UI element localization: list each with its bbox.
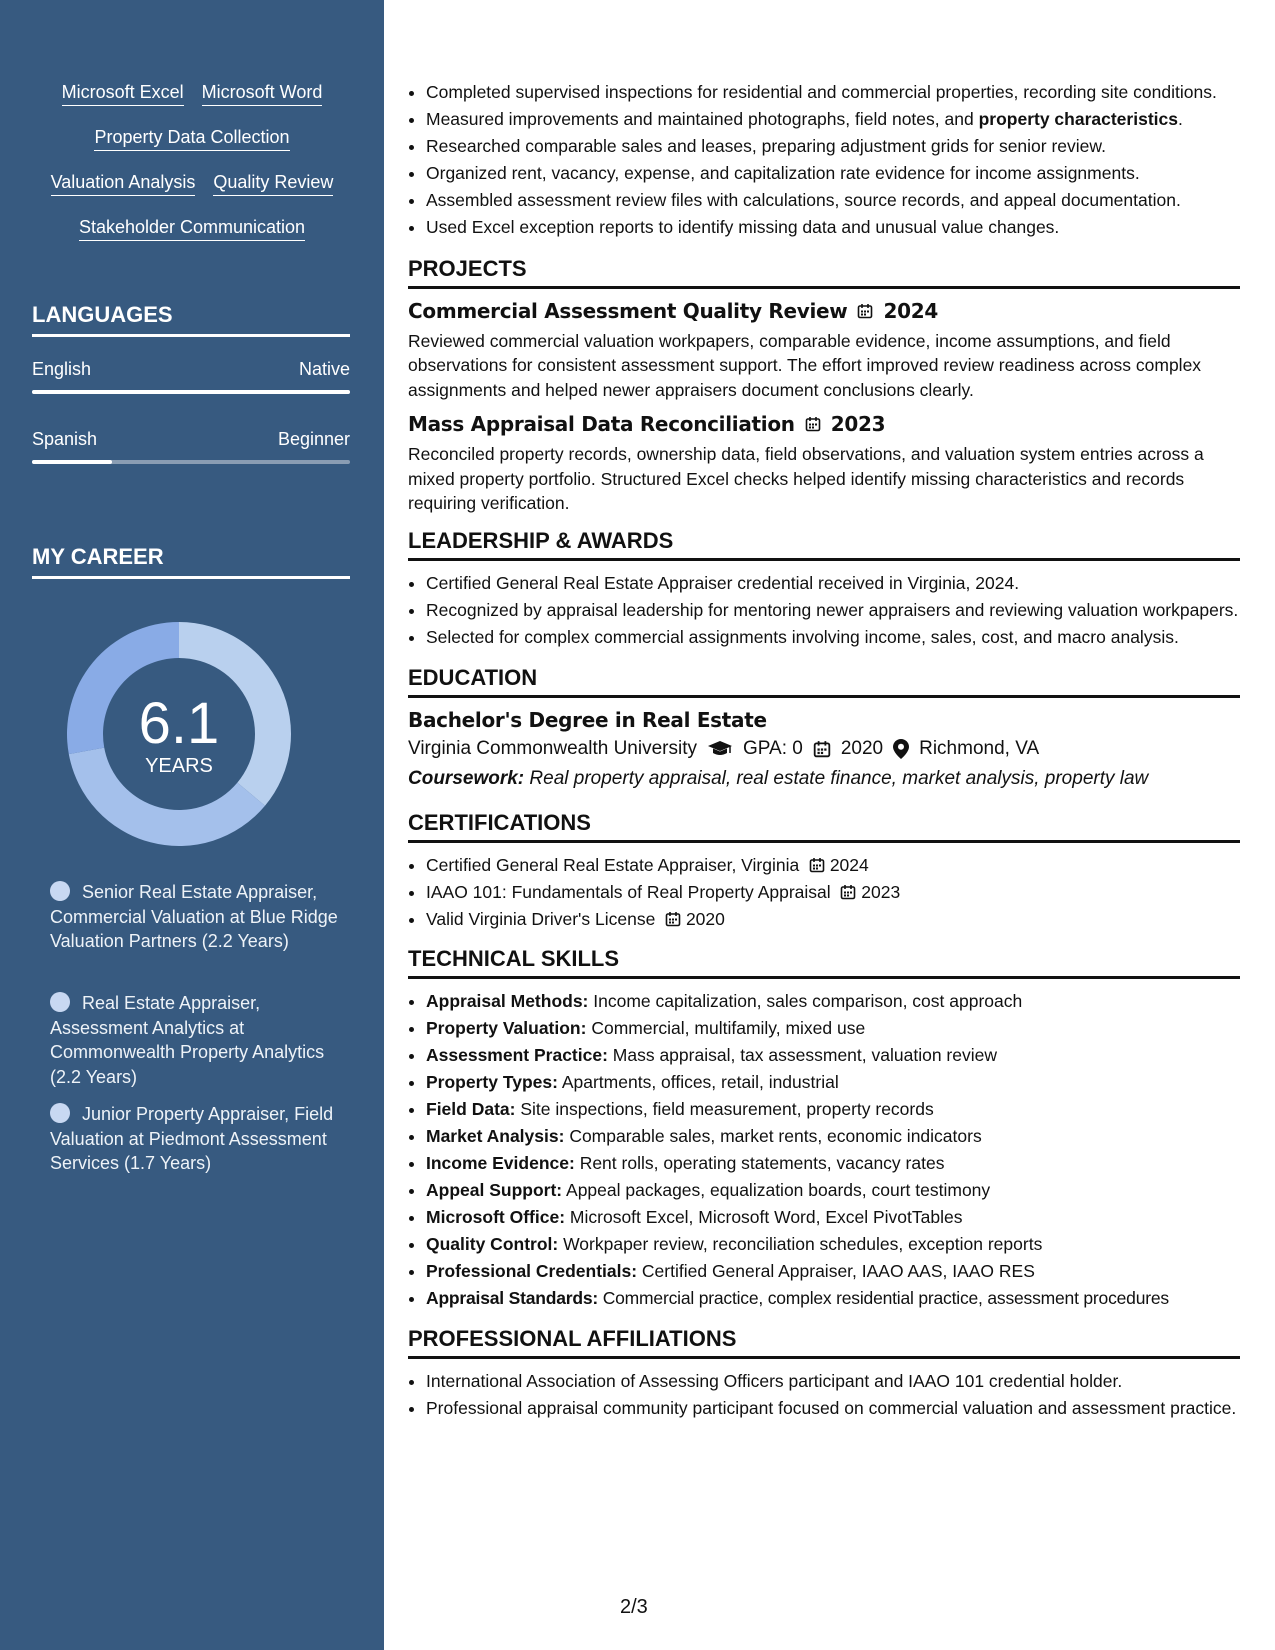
language-name: English: [32, 359, 92, 379]
career-item: Junior Property Appraiser, Field Valuation at Piedmont Assessment Services (1.7 Years): [50, 1104, 334, 1173]
list-item: • Microsoft Office: Microsoft Excel, Microsoft Word, Excel PivotTables: [426, 1205, 1240, 1230]
main-content: [408, 0, 1240, 1423]
list-item: • Recognized by appraisal leadership for mentoring newer appraisers and reviewing valuation workpapers.: [426, 598, 1240, 623]
list-item: • Certified General Real Estate Appraiser credential received in Virginia, 2024.: [426, 571, 1240, 596]
list-item: • Income Evidence: Rent rolls, operating statements, vacancy rates: [426, 1151, 1240, 1176]
list-item: • Assessment Practice: Mass appraisal, tax assessment, valuation review: [426, 1043, 1240, 1068]
language-level: Beginner: [277, 429, 350, 449]
list-item: • International Association of Assessing Officers participant and IAAO 101 credential holder.: [426, 1369, 1240, 1394]
bullet-dot: [50, 992, 70, 1012]
career-heading: MY CAREER: [32, 544, 350, 579]
language-bar: [32, 390, 350, 394]
languages-heading: LANGUAGES: [32, 302, 350, 337]
skill-tag: Quality Review: [213, 172, 333, 196]
skills-list: [32, 82, 352, 262]
list-item: • Assembled assessment review files with calculations, source records, and appeal documentation.: [426, 188, 1240, 213]
list-item: • Property Types: Apartments, offices, retail, industrial: [426, 1070, 1240, 1095]
list-item: • Researched comparable sales and leases, preparing adjustment grids for senior review.: [426, 134, 1240, 159]
coursework: Coursework: Real property appraisal, real estate finance, market analysis, property law: [408, 768, 1149, 789]
location: Richmond, VA: [919, 738, 1040, 759]
project-year: 2024: [883, 298, 938, 323]
list-item: • Field Data: Site inspections, field measurement, property records: [426, 1097, 1240, 1122]
project-description: Reviewed commercial valuation workpapers, comparable evidence, income assumptions, and field observations for consistent assessment support. The effort improved review readiness across complex assignments and helped newer appraisers document conclusions clearly.: [408, 330, 1202, 400]
skill-tag: Microsoft Excel: [62, 82, 184, 106]
certifications-heading: CERTIFICATIONS: [408, 810, 1240, 843]
skill-tag: Valuation Analysis: [51, 172, 196, 196]
calendar-icon: [665, 911, 681, 927]
list-item: • Valid Virginia Driver's License 2020: [426, 907, 1240, 932]
affiliations-list: [408, 1369, 1240, 1421]
language-bar: [32, 460, 350, 464]
language-bar-fill: [32, 390, 350, 394]
bullet-dot: [50, 881, 70, 901]
list-item: • Organized rent, vacancy, expense, and capitalization rate evidence for income assignments.: [426, 161, 1240, 186]
career-donut-chart: [64, 619, 294, 849]
list-item: • Used Excel exception reports to identify missing data and unusual value changes.: [426, 215, 1240, 240]
list-item: • Appraisal Methods: Income capitalization, sales comparison, cost approach: [426, 989, 1240, 1014]
education-heading: EDUCATION: [408, 665, 1240, 698]
skill-tag: Property Data Collection: [94, 127, 289, 151]
calendar-icon: [809, 857, 825, 873]
language-english: [32, 359, 350, 394]
experience-bullets: [408, 80, 1240, 240]
language-bar-fill: [32, 460, 112, 464]
skill-tag: Microsoft Word: [202, 82, 323, 106]
education-details: [408, 738, 1240, 760]
gpa: GPA: 0: [742, 738, 803, 759]
career-total: 6.1: [138, 691, 220, 756]
page-number: 2/3: [620, 1596, 648, 1618]
list-item: • IAAO 101: Fundamentals of Real Property Appraisal 2023: [426, 880, 1240, 905]
calendar-icon: [840, 884, 856, 900]
list-item: • Property Valuation: Commercial, multifamily, mixed use: [426, 1016, 1240, 1041]
certifications-list: [408, 853, 1240, 932]
project-title: Mass Appraisal Data Reconciliation 2023: [408, 412, 886, 436]
leadership-heading: LEADERSHIP & AWARDS: [408, 528, 1240, 561]
leadership-list: [408, 571, 1240, 650]
school-name: Virginia Commonwealth University: [408, 738, 697, 759]
list-item: • Selected for complex commercial assignments involving income, sales, cost, and macro analysis.: [426, 625, 1240, 650]
calendar-icon: [805, 416, 821, 432]
project-title: Commercial Assessment Quality Review 2024: [408, 298, 938, 323]
list-item: • Appraisal Standards: Commercial practice, complex residential practice, assessment procedures: [426, 1286, 1240, 1311]
calendar-icon: [813, 740, 831, 758]
calendar-icon: [857, 303, 873, 319]
project-description: Reconciled property records, ownership data, field observations, and valuation system entries across a mixed property portfolio. Structured Excel checks helped identify missing characteristics and records requiring verification.: [408, 444, 1204, 513]
degree-title: Bachelor's Degree in Real Estate: [408, 708, 767, 732]
list-item: • Certified General Real Estate Appraiser, Virginia 2024: [426, 853, 1240, 878]
career-item: Real Estate Appraiser, Assessment Analytics at Commonwealth Property Analytics (2.2 Years): [50, 993, 325, 1087]
language-spanish: [32, 429, 350, 464]
language-level: Native: [298, 359, 350, 379]
graduation-cap-icon: [707, 740, 733, 758]
list-item: • Appeal Support: Appeal packages, equalization boards, court testimony: [426, 1178, 1240, 1203]
career-item: Senior Real Estate Appraiser, Commercial Valuation at Blue Ridge Valuation Partners (2.2 Years): [50, 882, 338, 951]
graduation-year: 2020: [840, 738, 884, 759]
language-name: Spanish: [32, 429, 98, 449]
sidebar: [0, 0, 384, 1650]
career-unit: YEARS: [145, 755, 213, 777]
project-year: 2023: [830, 412, 886, 436]
list-item: • Professional appraisal community participant focused on commercial valuation and assessment practice.: [426, 1396, 1240, 1421]
skill-tag: Stakeholder Communication: [79, 217, 305, 241]
affiliations-heading: PROFESSIONAL AFFILIATIONS: [408, 1326, 1240, 1359]
projects-heading: PROJECTS: [408, 256, 1240, 289]
list-item: • Measured improvements and maintained photographs, field notes, and property characteristics.: [426, 107, 1240, 132]
bullet-dot: [50, 1103, 70, 1123]
list-item: • Completed supervised inspections for residential and commercial properties, recording site conditions.: [426, 80, 1240, 105]
technical-skills-list: [408, 989, 1240, 1311]
list-item: • Quality Control: Workpaper review, reconciliation schedules, exception reports: [426, 1232, 1240, 1257]
list-item: • Professional Credentials: Certified General Appraiser, IAAO AAS, IAAO RES: [426, 1259, 1240, 1284]
technical-skills-heading: TECHNICAL SKILLS: [408, 946, 1240, 979]
location-pin-icon: [893, 739, 909, 759]
list-item: • Market Analysis: Comparable sales, market rents, economic indicators: [426, 1124, 1240, 1149]
